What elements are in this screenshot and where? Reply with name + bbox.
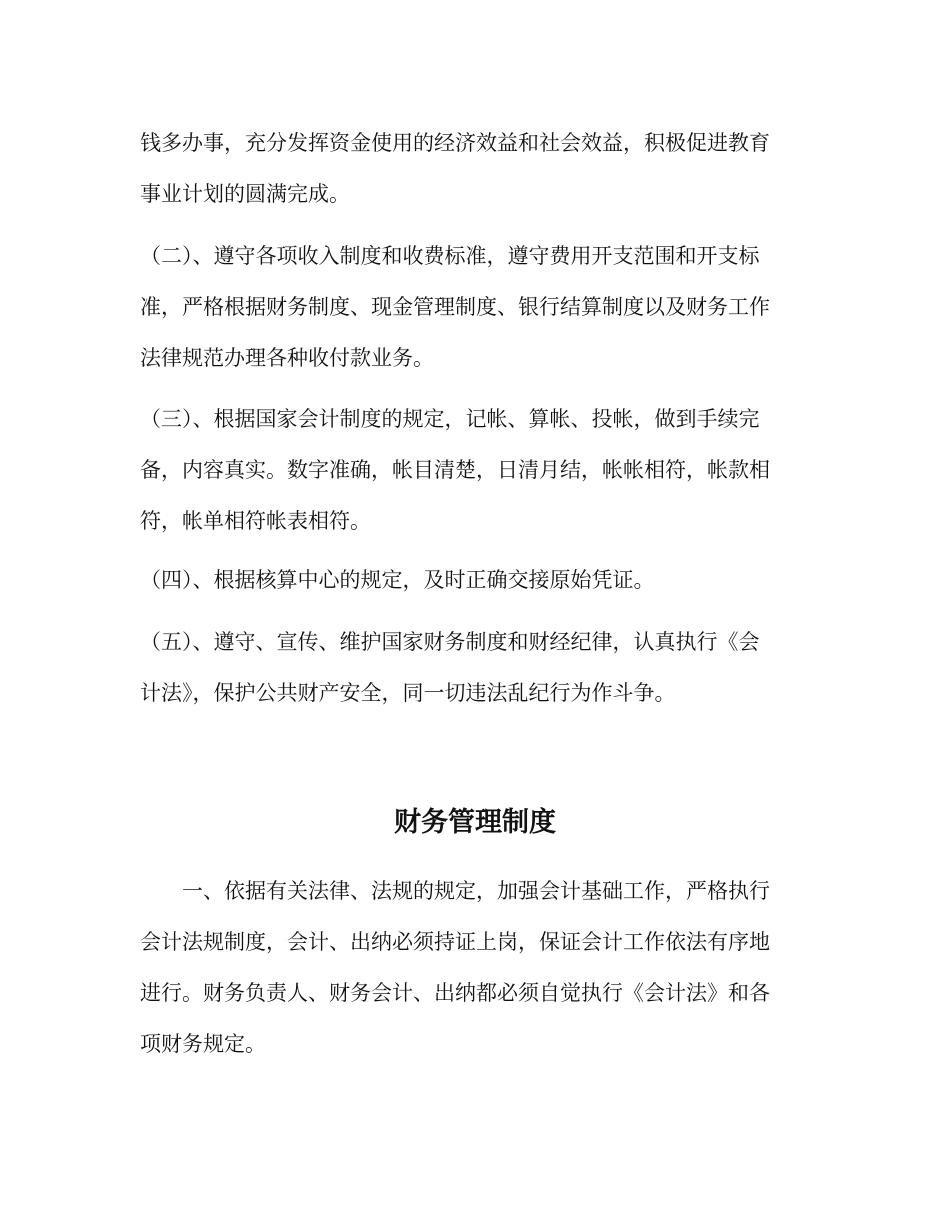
paragraph-line: （四）、根据核算中心的规定，及时正确交接原始凭证。 — [140, 568, 655, 592]
paragraph-line: （三）、根据国家会计制度的规定，记帐、算帐、投帐，做到手续完 — [140, 407, 760, 431]
paragraph-line: 准，严格根据财务制度、现金管理制度、银行结算制度以及财务工作 — [140, 295, 770, 319]
paragraph-line: 项财务规定。 — [140, 1032, 266, 1056]
paragraph-line: 符，帐单相符帐表相符。 — [140, 509, 371, 533]
paragraph-line: 法律规范办理各种收付款业务。 — [140, 346, 434, 370]
section-paragraph — [140, 866, 812, 1070]
paragraph-item-2 — [140, 231, 812, 384]
paragraph-line: 钱多办事，充分发挥资金使用的经济效益和社会效益，积极促进教育 — [140, 131, 770, 155]
paragraph-item-3 — [140, 394, 812, 547]
section-title: 财务管理制度 — [394, 807, 556, 838]
paragraph-line: 进行。财务负责人、财务会计、出纳都必须自觉执行《会计法》和各 — [140, 981, 770, 1005]
paragraph-line: 计法》，保护公共财产安全，同一切违法乱纪行为作斗争。 — [140, 681, 676, 705]
paragraph-item-4 — [140, 555, 812, 606]
paragraph-line: 事业计划的圆满完成。 — [140, 182, 350, 206]
paragraph-line: 备，内容真实。数字准确，帐目清楚，日清月结，帐帐相符，帐款相 — [140, 458, 770, 482]
paragraph-line: （二）、遵守各项收入制度和收费标准，遵守费用开支范围和开支标 — [140, 244, 760, 268]
paragraph-continuation — [140, 118, 812, 220]
paragraph-line: （五）、遵守、宣传、维护国家财务制度和财经纪律，认真执行《会 — [140, 630, 760, 654]
paragraph-item-5 — [140, 617, 812, 719]
paragraph-line: 会计法规制度，会计、出纳必须持证上岗，保证会计工作依法有序地 — [140, 930, 770, 954]
paragraph-line: 一、依据有关法律、法规的规定，加强会计基础工作，严格执行 — [182, 879, 770, 903]
